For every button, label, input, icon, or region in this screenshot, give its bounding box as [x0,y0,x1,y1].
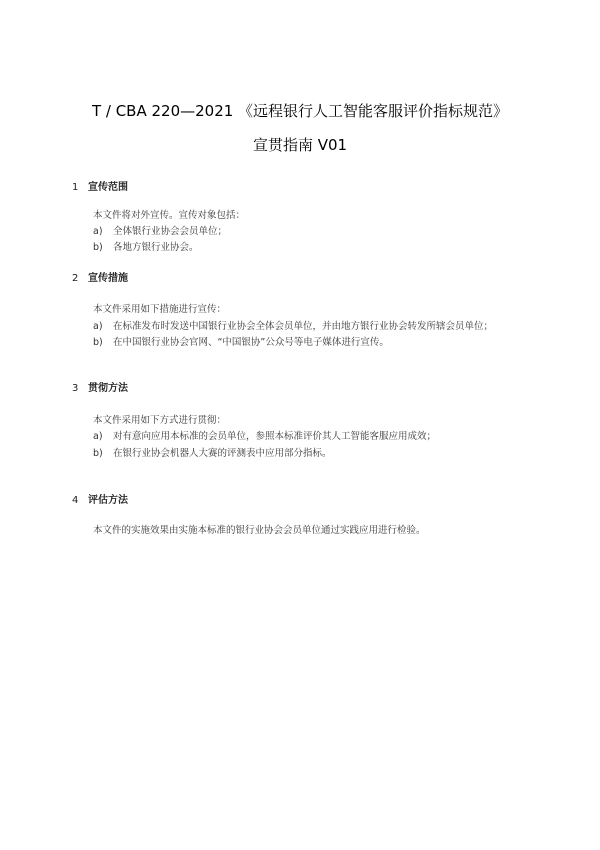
list-text: 在银行业协会机器人大赛的评测表中应用部分指标。 [113,448,332,459]
list-item [93,334,389,348]
section-heading [72,178,128,193]
section-title: 宣传范围 [88,182,128,193]
list-text: 全体银行业协会会员单位； [113,226,228,237]
section-number: 4 [72,495,79,506]
list-marker: b) [93,242,103,253]
list-item [93,239,199,253]
list-item [93,223,227,237]
section-number: 3 [72,383,79,394]
list-marker: a) [93,321,103,332]
list-text: 对有意向应用本标准的会员单位，参照本标准评价其人工智能客服应用成效； [113,431,437,442]
list-text: 在标准发布时发送中国银行业协会全体会员单位，并由地方银行业协会转发所辖会员单位； [113,321,494,332]
section-heading [72,491,128,506]
list-marker: b) [93,337,103,348]
section-title: 评估方法 [88,495,128,506]
list-item [93,445,332,459]
section-heading [72,269,128,284]
list-text: 各地方银行业协会。 [113,242,199,253]
list-marker: b) [93,448,103,459]
list-marker: a) [93,431,103,442]
document-subtitle: 宣贯指南 V01 [252,136,348,154]
document-title: T / CBA 220—2021 《远程银行人工智能客服评价指标规范》 [91,102,509,120]
section-title: 贯彻方法 [88,383,128,394]
list-item [93,428,436,442]
section-intro: 本文件将对外宣传。宣传对象包括： [93,210,246,221]
section-intro: 本文件采用如下方式进行贯彻： [93,415,227,426]
list-item [93,318,493,332]
section-heading [72,379,128,394]
list-marker: a) [93,226,103,237]
section-intro: 本文件的实施效果由实施本标准的银行业协会会员单位通过实践应用进行检验。 [93,525,426,536]
section-intro: 本文件采用如下措施进行宣传： [93,304,227,315]
section-number: 2 [72,273,79,284]
section-title: 宣传措施 [88,273,128,284]
section-number: 1 [72,182,79,193]
list-text: 在中国银行业协会官网、“中国银协”公众号等电子媒体进行宣传。 [113,337,389,348]
